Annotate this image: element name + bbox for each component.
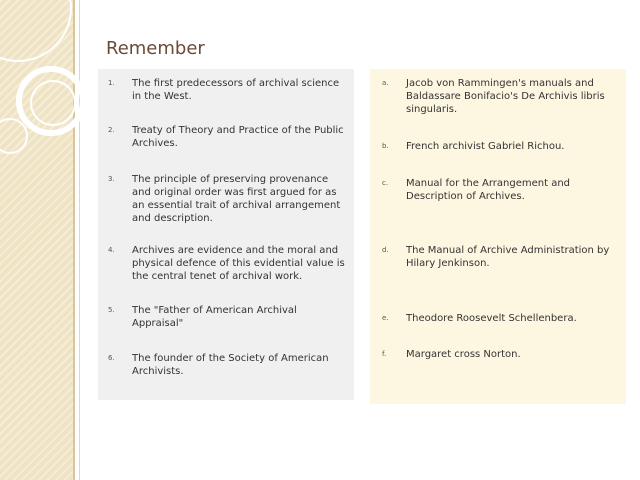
list-item <box>108 304 350 330</box>
band-divider <box>73 0 75 480</box>
list-item <box>382 312 622 325</box>
list-marker: 3. <box>108 175 115 183</box>
left-list-panel <box>98 69 354 400</box>
list-item-text: The first predecessors of archival science in the West. <box>132 78 340 102</box>
list-item-text: The "Father of American Archival Appraisal" <box>132 305 297 329</box>
list-item <box>382 77 622 116</box>
list-item <box>108 124 350 150</box>
band-divider-thin <box>79 0 80 480</box>
list-marker: 1. <box>108 79 115 87</box>
list-item-text: The founder of the Society of American Archivists. <box>132 353 329 377</box>
list-item-text: Treaty of Theory and Practice of the Public Archives. <box>132 125 344 149</box>
list-item <box>382 348 622 361</box>
list-marker: b. <box>382 142 389 150</box>
list-marker: e. <box>382 314 389 322</box>
list-item-text: The Manual of Archive Administration by Hilary Jenkinson. <box>406 245 610 269</box>
list-item <box>382 177 622 203</box>
slide-title: Remember <box>106 38 205 59</box>
list-item <box>108 77 350 103</box>
list-marker: a. <box>382 79 389 87</box>
list-item <box>382 140 622 153</box>
list-marker: 4. <box>108 246 115 254</box>
list-marker: 5. <box>108 306 115 314</box>
list-item <box>382 244 622 270</box>
list-item-text: The principle of preserving provenance and original order was first argued for as an essential trait of archival arrangement and description. <box>132 174 341 224</box>
list-marker: f. <box>382 350 387 358</box>
decorative-circle-mid <box>30 80 76 126</box>
list-marker: 2. <box>108 126 115 134</box>
list-item-text: Archives are evidence and the moral and physical defence of this evidential value is the central tenet of archival work. <box>132 245 345 282</box>
list-item-text: Margaret cross Norton. <box>406 349 521 360</box>
list-marker: 6. <box>108 354 115 362</box>
list-item <box>108 352 350 378</box>
list-item-text: Jacob von Rammingen's manuals and Baldassare Bonifacio's De Archivis libris singularis. <box>406 78 605 115</box>
list-marker: c. <box>382 179 389 187</box>
list-marker: d. <box>382 246 389 254</box>
list-item <box>108 244 350 283</box>
list-item <box>108 173 350 225</box>
list-item-text: Theodore Roosevelt Schellenbera. <box>406 313 577 324</box>
list-item-text: French archivist Gabriel Richou. <box>406 141 565 152</box>
list-item-text: Manual for the Arrangement and Description of Archives. <box>406 178 571 202</box>
right-list-panel <box>370 69 626 404</box>
